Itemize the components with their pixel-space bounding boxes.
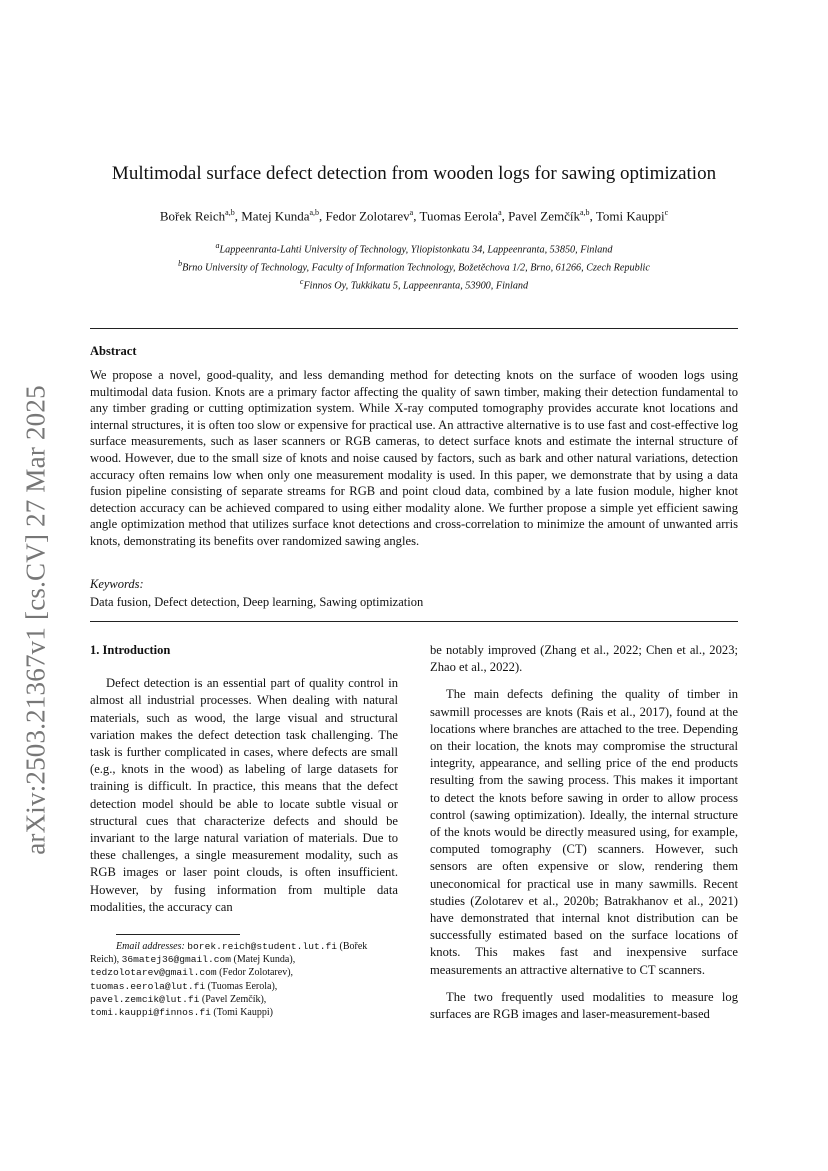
email-link[interactable]: 36matej36@gmail.com <box>121 954 232 966</box>
email-link[interactable]: tomi.kauppi@finnos.fi <box>90 1007 211 1019</box>
author-affil-marker: a,b <box>309 208 320 217</box>
keywords-list: Data fusion, Defect detection, Deep learning, Sawing optimization <box>90 595 424 609</box>
affiliation-marker: b <box>178 258 183 268</box>
affiliation <box>90 239 738 257</box>
author-affil-marker: c <box>664 208 669 217</box>
section-heading-introduction: 1. Introduction <box>90 643 171 657</box>
arxiv-identifier: arXiv:2503.21367v1 [cs.CV] 27 Mar 2025 <box>20 385 51 855</box>
author-name: Matej Kunda <box>241 208 310 224</box>
email-footnote <box>90 940 398 1019</box>
author-affil-marker: a,b <box>580 208 590 217</box>
footnote-label: Email addresses: <box>116 941 185 952</box>
author-name: Fedor Zolotarev <box>325 208 410 224</box>
email-link[interactable]: pavel.zemcik@lut.fi <box>90 993 200 1005</box>
abstract-bottom-rule <box>90 621 738 622</box>
affiliation-text: Finnos Oy, Tukkikatu 5, Lappeenranta, 53900, Finland <box>303 280 529 292</box>
email-owner: (Matej Kunda), <box>233 954 296 966</box>
intro-paragraph: The two frequently used modalities to measure log surfaces are RGB images and laser-measurement-based <box>430 989 738 1022</box>
author-name: Tuomas Eerola <box>419 208 499 224</box>
author-list: Bořek Reich$^{a,b}$, Matej Kunda$^{a,b}$, Fedor Zolotarev$^a$, Tuomas Eerola$^a$, Pavel Zemčík$^{a,b}$, Tomi Kauppi$^c$ <box>159 208 669 224</box>
email-link[interactable]: tedzolotarev@gmail.com <box>90 967 217 979</box>
affiliation-text: Brno University of Technology, Faculty of Information Technology, Božetěchova 1/2, Brno, 61266, Czech Republic <box>182 262 650 274</box>
email-owner: (Tomi Kauppi) <box>213 1007 273 1019</box>
abstract-heading: Abstract <box>90 344 137 358</box>
abstract-body: We propose a novel, good-quality, and less demanding method for detecting knots on the surface of wooden logs using multimodal data fusion. Knots are a primary factor affecting the quality of sawn timber, making their detection fundamental to any timber grading or cutting optimization system. While X-ray computed tomography provides accurate knot locations and internal structures, it is often too slow or expensive for practical use. An attractive alternative is to use fast and cost-effective log surface measurements, such as laser scanners or RGB cameras, to detect surface knots and estimate the internal structure of wood. However, due to the small size of knots and noise caused by factors, such as bark and other natural variations, detection accuracy often remains low when only one measurement modality is used. In this paper, we demonstrate that by using a data fusion pipeline consisting of separate streams for RGB and point cloud data, combined by a late fusion module, higher knot detection accuracy can be achieved compared to using either modality alone. We further propose a simple yet efficient sawing angle optimization method that utilizes surface knot detections and cross-correlation to minimize the amount of unwanted arris knots, demonstrating its benefits over randomized sawing angles. <box>90 368 738 548</box>
intro-paragraph-continued: be notably improved (Zhang et al., 2022; Chen et al., 2023; Zhao et al., 2022). <box>430 643 738 675</box>
left-column <box>90 642 398 924</box>
affiliation-text: Lappeenranta-Lahti University of Technology, Yliopistonkatu 34, Lappeenranta, 53850, Finland <box>219 244 613 256</box>
author-name: Tomi Kauppi <box>595 208 665 224</box>
right-column <box>430 642 738 1031</box>
affiliation-marker: c <box>299 276 304 286</box>
author-affil-marker: a <box>498 208 502 217</box>
arxiv-sidebar-stamp <box>12 360 60 880</box>
intro-paragraph: Defect detection is an essential part of quality control in almost all industrial processes. When dealing with natural materials, such as wood, the large visual and structural variation makes the defect detection task challenging. The task is further complicated in cases, where defects are small (e.g., knots in the wood) as labeling of large datasets for training is difficult. In practice, this means that the defect detection model should be able to locate subtle visual or structural cues that characterize defects and should be invariant to the large natural variation of materials. Due to these challenges, a single measurement modality, such as RGB images or laser point clouds, is often insufficient. However, by fusing information from multiple data modalities, the accuracy can <box>90 676 398 914</box>
affiliation-marker: a <box>215 241 220 250</box>
email-link[interactable]: tuomas.eerola@lut.fi <box>90 980 206 992</box>
email-owner: (Bořek Reich), <box>90 941 368 966</box>
email-owner: (Tuomas Eerola), <box>207 980 278 992</box>
email-owner: (Fedor Zolotarev), <box>219 967 294 979</box>
paper-title: Multimodal surface defect detection from wooden logs for sawing optimization <box>111 163 717 184</box>
affiliation-list <box>90 239 738 293</box>
email-link[interactable]: borek.reich@student.lut.fi <box>187 941 337 952</box>
affiliation <box>90 257 738 275</box>
affiliation <box>90 275 738 293</box>
email-owner: (Pavel Zemčík), <box>201 993 267 1005</box>
author-affil-marker: a <box>409 208 414 217</box>
author-name: Pavel Zemčík <box>508 208 580 224</box>
author-name: Bořek Reich <box>159 208 226 224</box>
author-affil-marker: a,b <box>225 208 235 217</box>
intro-paragraph: The main defects defining the quality of timber in sawmill processes are knots (Rais et al., 2017), found at the locations where branches are attached to the tree. Depending on their location, the knots may compromise the structural integrity, appearance, and selling price of the end products resulting from the sawing process. This makes it important to detect the knots before sawing in order to allow process control (sawing optimization). Ideally, the internal structure of the knots would be directly measured using, for example, computed tomography (CT) scanners. However, such sensors are often expensive or slow, rendering them uneconomical for practical use in many sawmills. Recent studies (Zolotarev et al., 2020b; Batrakhanov et al., 2021) have demonstrated that internal knot distribution can be successfully estimated based on the surface locations of knots. This makes fast and inexpensive surface measurements an attractive alternative to CT scanners. <box>430 687 738 977</box>
footnote-rule <box>116 934 240 935</box>
abstract-top-rule <box>90 328 738 329</box>
keywords-heading: Keywords: <box>90 577 144 591</box>
